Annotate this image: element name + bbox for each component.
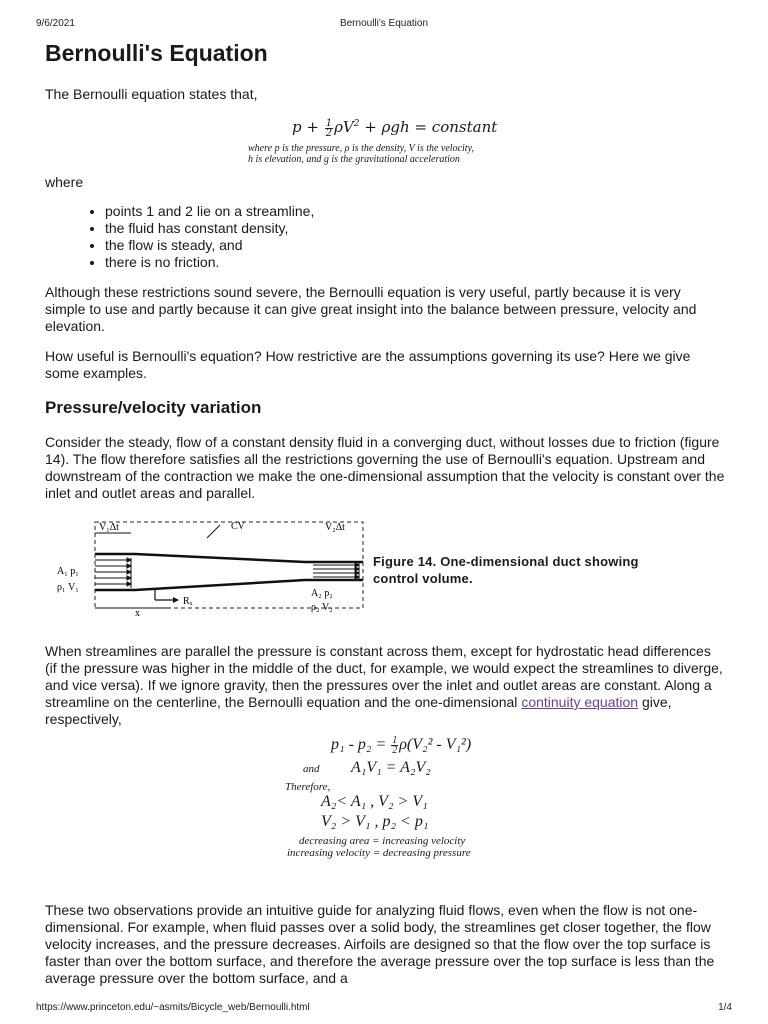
eq-velocity-pressure: V₂ > V₁ , p₂ < p₁ bbox=[321, 813, 429, 830]
paragraph-usefulness: How useful is Bernoulli's equation? How restrictive are the assumptions governing its use? Here we give some examples. bbox=[45, 348, 691, 381]
rule-area-velocity: decreasing area = increasing velocity bbox=[299, 835, 466, 847]
eq-half: $\frac{1}{2}$ bbox=[325, 117, 333, 139]
page-title: Bernoulli's Equation bbox=[45, 40, 268, 66]
label-rho2v2: ρ₂ V₂ bbox=[311, 602, 333, 613]
eq-rho-v: ρV bbox=[334, 118, 354, 136]
cv-leader bbox=[207, 525, 220, 538]
therefore-label: Therefore, bbox=[285, 781, 331, 793]
inlet-arrows bbox=[95, 558, 131, 588]
where-label: where bbox=[45, 174, 84, 190]
eq-area-velocity: A₂< A₁ , V₂ > V₁ bbox=[321, 793, 428, 810]
eq-pressure-diff: p₁ - p₂ = $\frac{1}{2}$ ρ(V₂² - V₁²) bbox=[331, 735, 472, 756]
paragraph-restrictions: Although these restrictions sound severe, the Bernoulli equation is very useful, partly because it is very simple to use and partly because it can give great insight into the balance between pressure, velocity and elevation. bbox=[45, 284, 697, 334]
equation-main bbox=[248, 118, 538, 138]
print-date: 9/6/2021 bbox=[36, 18, 75, 29]
print-header bbox=[36, 18, 732, 30]
page-number: 1/4 bbox=[718, 1002, 732, 1013]
list-item: • there is no friction. bbox=[105, 254, 314, 271]
bernoulli-equation bbox=[248, 118, 538, 165]
list-item: • the fluid has constant density, bbox=[105, 220, 314, 237]
eq-continuity: and A₁V₁ = A₂V₂ bbox=[303, 759, 431, 776]
eq-p: p + bbox=[292, 118, 319, 136]
continuity-equations bbox=[285, 736, 545, 859]
rx-arrowhead bbox=[173, 597, 179, 603]
eq-square: 2 bbox=[353, 119, 360, 129]
paragraph-observations: These two observations provide an intuitive guide for analyzing fluid flows, even when the flow is not one-dimensional. For example, when fluid passes over a solid body, the streamlines get closer together, the flow velocity increases, and the pressure decreases. Airfoils are designed so that the flow over the top surface is faster than over the bottom surface, and therefore the average pressure over the top surface is less than the average pressure over the bottom surface, and a bbox=[45, 902, 715, 986]
intro-text: The Bernoulli equation states that, bbox=[45, 86, 258, 102]
caption-line-2: control volume. bbox=[373, 571, 473, 586]
label-v2dt: V₂Δt bbox=[325, 522, 345, 533]
print-title: Bernoulli's Equation bbox=[339, 18, 429, 29]
outlet-arrows bbox=[313, 562, 359, 580]
list-item: • points 1 and 2 lie on a streamline, bbox=[105, 203, 314, 220]
print-footer bbox=[36, 1002, 732, 1014]
duct-diagram bbox=[55, 516, 375, 616]
equation-note-1: where p is the pressure, ρ is the density, V is the velocity, bbox=[248, 142, 474, 154]
paragraph-duct: Consider the steady, flow of a constant density fluid in a converging duct, without losses due to friction (figure 14). The flow therefore satisfies all the restrictions governing the use of Bernoulli's equation. Upstream and downstream of the contraction we make the one-dimensional assumption that the velocity is constant over the inlet and outlet areas and parallel. bbox=[45, 434, 725, 501]
label-x: x bbox=[135, 608, 140, 616]
list-item: • the flow is steady, and bbox=[105, 237, 314, 254]
equation-note-2: h is elevation, and g is the gravitational acceleration bbox=[248, 153, 460, 165]
assumption-list bbox=[45, 203, 314, 271]
duct-top-wall bbox=[95, 554, 363, 562]
figure-caption bbox=[373, 553, 639, 587]
section-heading: Pressure/velocity variation bbox=[45, 398, 262, 417]
continuity-equation-link[interactable]: continuity equation bbox=[521, 694, 639, 710]
caption-line-1: Figure 14. One-dimensional duct showing bbox=[373, 554, 639, 569]
label-rho1v1: ρ₁ V₁ bbox=[57, 582, 79, 593]
eq-rest: + ρgh = constant bbox=[364, 118, 498, 136]
label-v1dt: V₁Δt bbox=[99, 522, 119, 533]
page-url: https://www.princeton.edu/~asmits/Bicycle_web/Bernoulli.html bbox=[36, 1002, 310, 1013]
label-a1p1: A₁ p₁ bbox=[57, 566, 79, 577]
label-rx: Rₓ bbox=[183, 596, 193, 607]
rule-velocity-pressure: increasing velocity = decreasing pressure bbox=[287, 847, 471, 859]
paragraph-streamlines: When streamlines are parallel the pressure is constant across them, except for hydrostatic head differences (if the pressure was higher in the middle of the duct, for example, we would expect the streamlines to diverge, and vice versa). If we ignore gravity, then the pressures over the inlet and outlet areas are constant. Along a streamline on the centerline, the Bernoulli equation and the one-dimensional continuity equation give, respectively, bbox=[45, 643, 723, 727]
label-a2p2: A₂ p₂ bbox=[311, 588, 333, 599]
label-cv: CV bbox=[231, 521, 245, 532]
